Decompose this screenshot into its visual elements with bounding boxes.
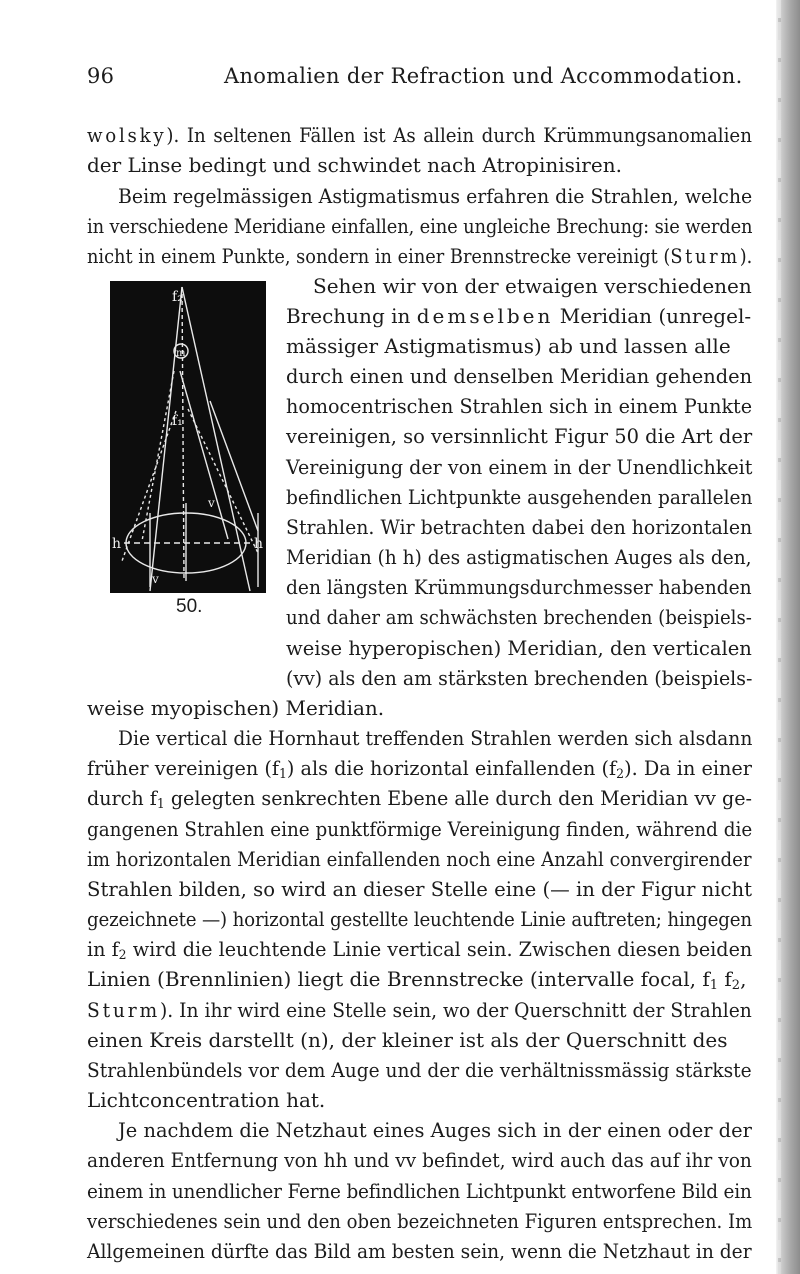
label-h-right: h [254,536,264,552]
ray-outer-right [182,287,250,591]
text-line-6: Sehen wir von der etwaigen verschiedenen [313,274,752,298]
text-line: wolsky). In seltenen Fällen ist As allein durch Krümmungsanomalien [87,123,752,147]
page-edge-shadow [776,0,800,1274]
text-line-7: Brechung in demselben Meridian (unregel- [286,304,752,328]
text-line-35: anderen Entfernung von hh und vv befindet, wird auch das auf ihr von [87,1148,752,1172]
text-line-22: früher vereinigen $(f_1)$ als die horizontal einfallenden $(f_2)$. Da in einer [87,756,752,782]
text-line-36: einem in unendlicher Ferne befindlichen Lichtpunkt entworfene Bild ein [87,1179,752,1203]
text-line-25: im horizontalen Meridian einfallenden noch eine Anzahl convergirender [87,847,752,871]
text-line-9: durch einen und denselben Meridian gehenden [286,364,753,388]
text-line-21: Die vertical die Hornhaut treffenden Strahlen werden sich alsdann [118,726,753,750]
text-line-33: Lichtconcentration hat. [87,1088,326,1112]
text-line-34: Je nachdem die Netzhaut eines Auges sich in der einen oder der [118,1118,752,1142]
text-line-37: verschiedenes sein und den oben bezeichneten Figuren entsprechen. Im [87,1209,753,1233]
text-line-28: in $f_2$ wird die leuchtende Linie vertical sein. Zwischen diesen beiden [87,937,753,963]
text-line-17: und daher am schwächsten brechenden (beispiels- [286,605,752,629]
text-line-10: homocentrischen Strahlen sich in einem Punkte [286,394,753,418]
text-line-8: mässiger Astigmatismus) ab und lassen alle [286,334,731,358]
text-line-29: Linien (Brennlinien) liegt die Brennstrecke (intervalle focal, $f_1$ $f_2$, [87,967,747,993]
text-line-16: den längsten Krümmungsdurchmesser habenden [286,575,752,599]
text-line-13: befindlichen Lichtpunkte ausgehenden parallelen [286,485,753,509]
label-h-left: h [112,536,122,552]
text-line-23: durch $f_1$ gelegten senkrechten Ebene alle durch den Meridian vv ge- [87,786,753,812]
text-line-4: in verschiedene Meridiane einfallen, eine ungleiche Brechung: sie werden [87,214,753,238]
running-title: Anomalien der Refraction und Accommodation. [224,64,743,88]
text-line-27: gezeichnete —) horizontal gestellte leuchtende Linie auftreten; hingegen [87,907,752,931]
running-header [87,64,747,94]
label-m: m [176,348,186,359]
text-line-30: Sturm). In ihr wird eine Stelle sein, wo der Querschnitt der Strahlen [87,998,752,1022]
text-line-19: (vv) als den am stärksten brechenden (beispiels- [286,666,753,690]
label-v-bottom: v [152,572,159,586]
label-v-top: v [208,496,215,510]
text-line-12: Vereinigung der von einem in der Unendlichkeit [286,455,753,479]
text-line-32: Strahlenbündels vor dem Auge und der die verhältnissmässig stärkste [87,1058,752,1082]
text-line-11: vereinigen, so versinnlicht Figur 50 die Art der [286,424,753,448]
text-line-20: weise myopischen) Meridian. [87,696,385,720]
text-line-31: einen Kreis darstellt (n), der kleiner ist als der Querschnitt des [87,1028,728,1052]
text-line-2: der Linse bedingt und schwindet nach Atropinisiren. [87,153,622,177]
ray-outer-left [150,287,182,591]
figure-50-astigmatism-diagram [110,281,266,593]
text-line-26: Strahlen bilden, so wird an dieser Stelle eine (— in der Figur nicht [87,877,752,901]
text-line-3: Beim regelmässigen Astigmatismus erfahren die Strahlen, welche [118,184,753,208]
figure-caption: 50. [176,596,203,617]
text-line-38: Allgemeinen dürfte das Bild am besten sein, wenn die Netzhaut in der [87,1239,752,1263]
label-f1: f₁ [172,413,183,429]
ray-right-wing [210,401,258,531]
ray-axis [182,287,184,579]
text-line-18: weise hyperopischen) Meridian, den verticalen [286,636,752,660]
ray-h-left [122,411,176,561]
text-line-15: Meridian (h h) des astigmatischen Auges als den, [286,545,752,569]
ray-h-right [188,409,258,553]
label-f2: f₂ [172,289,183,305]
figure-drawing [110,281,266,593]
text-line-24: gangenen Strahlen eine punktförmige Vereinigung finden, während die [87,817,753,841]
text-line-5: nicht in einem Punkte, sondern in einer Brennstrecke vereinigt (Sturm). [87,244,753,268]
text-line-14: Strahlen. Wir betrachten dabei den horizontalen [286,515,753,539]
page-number: 96 [87,64,115,88]
